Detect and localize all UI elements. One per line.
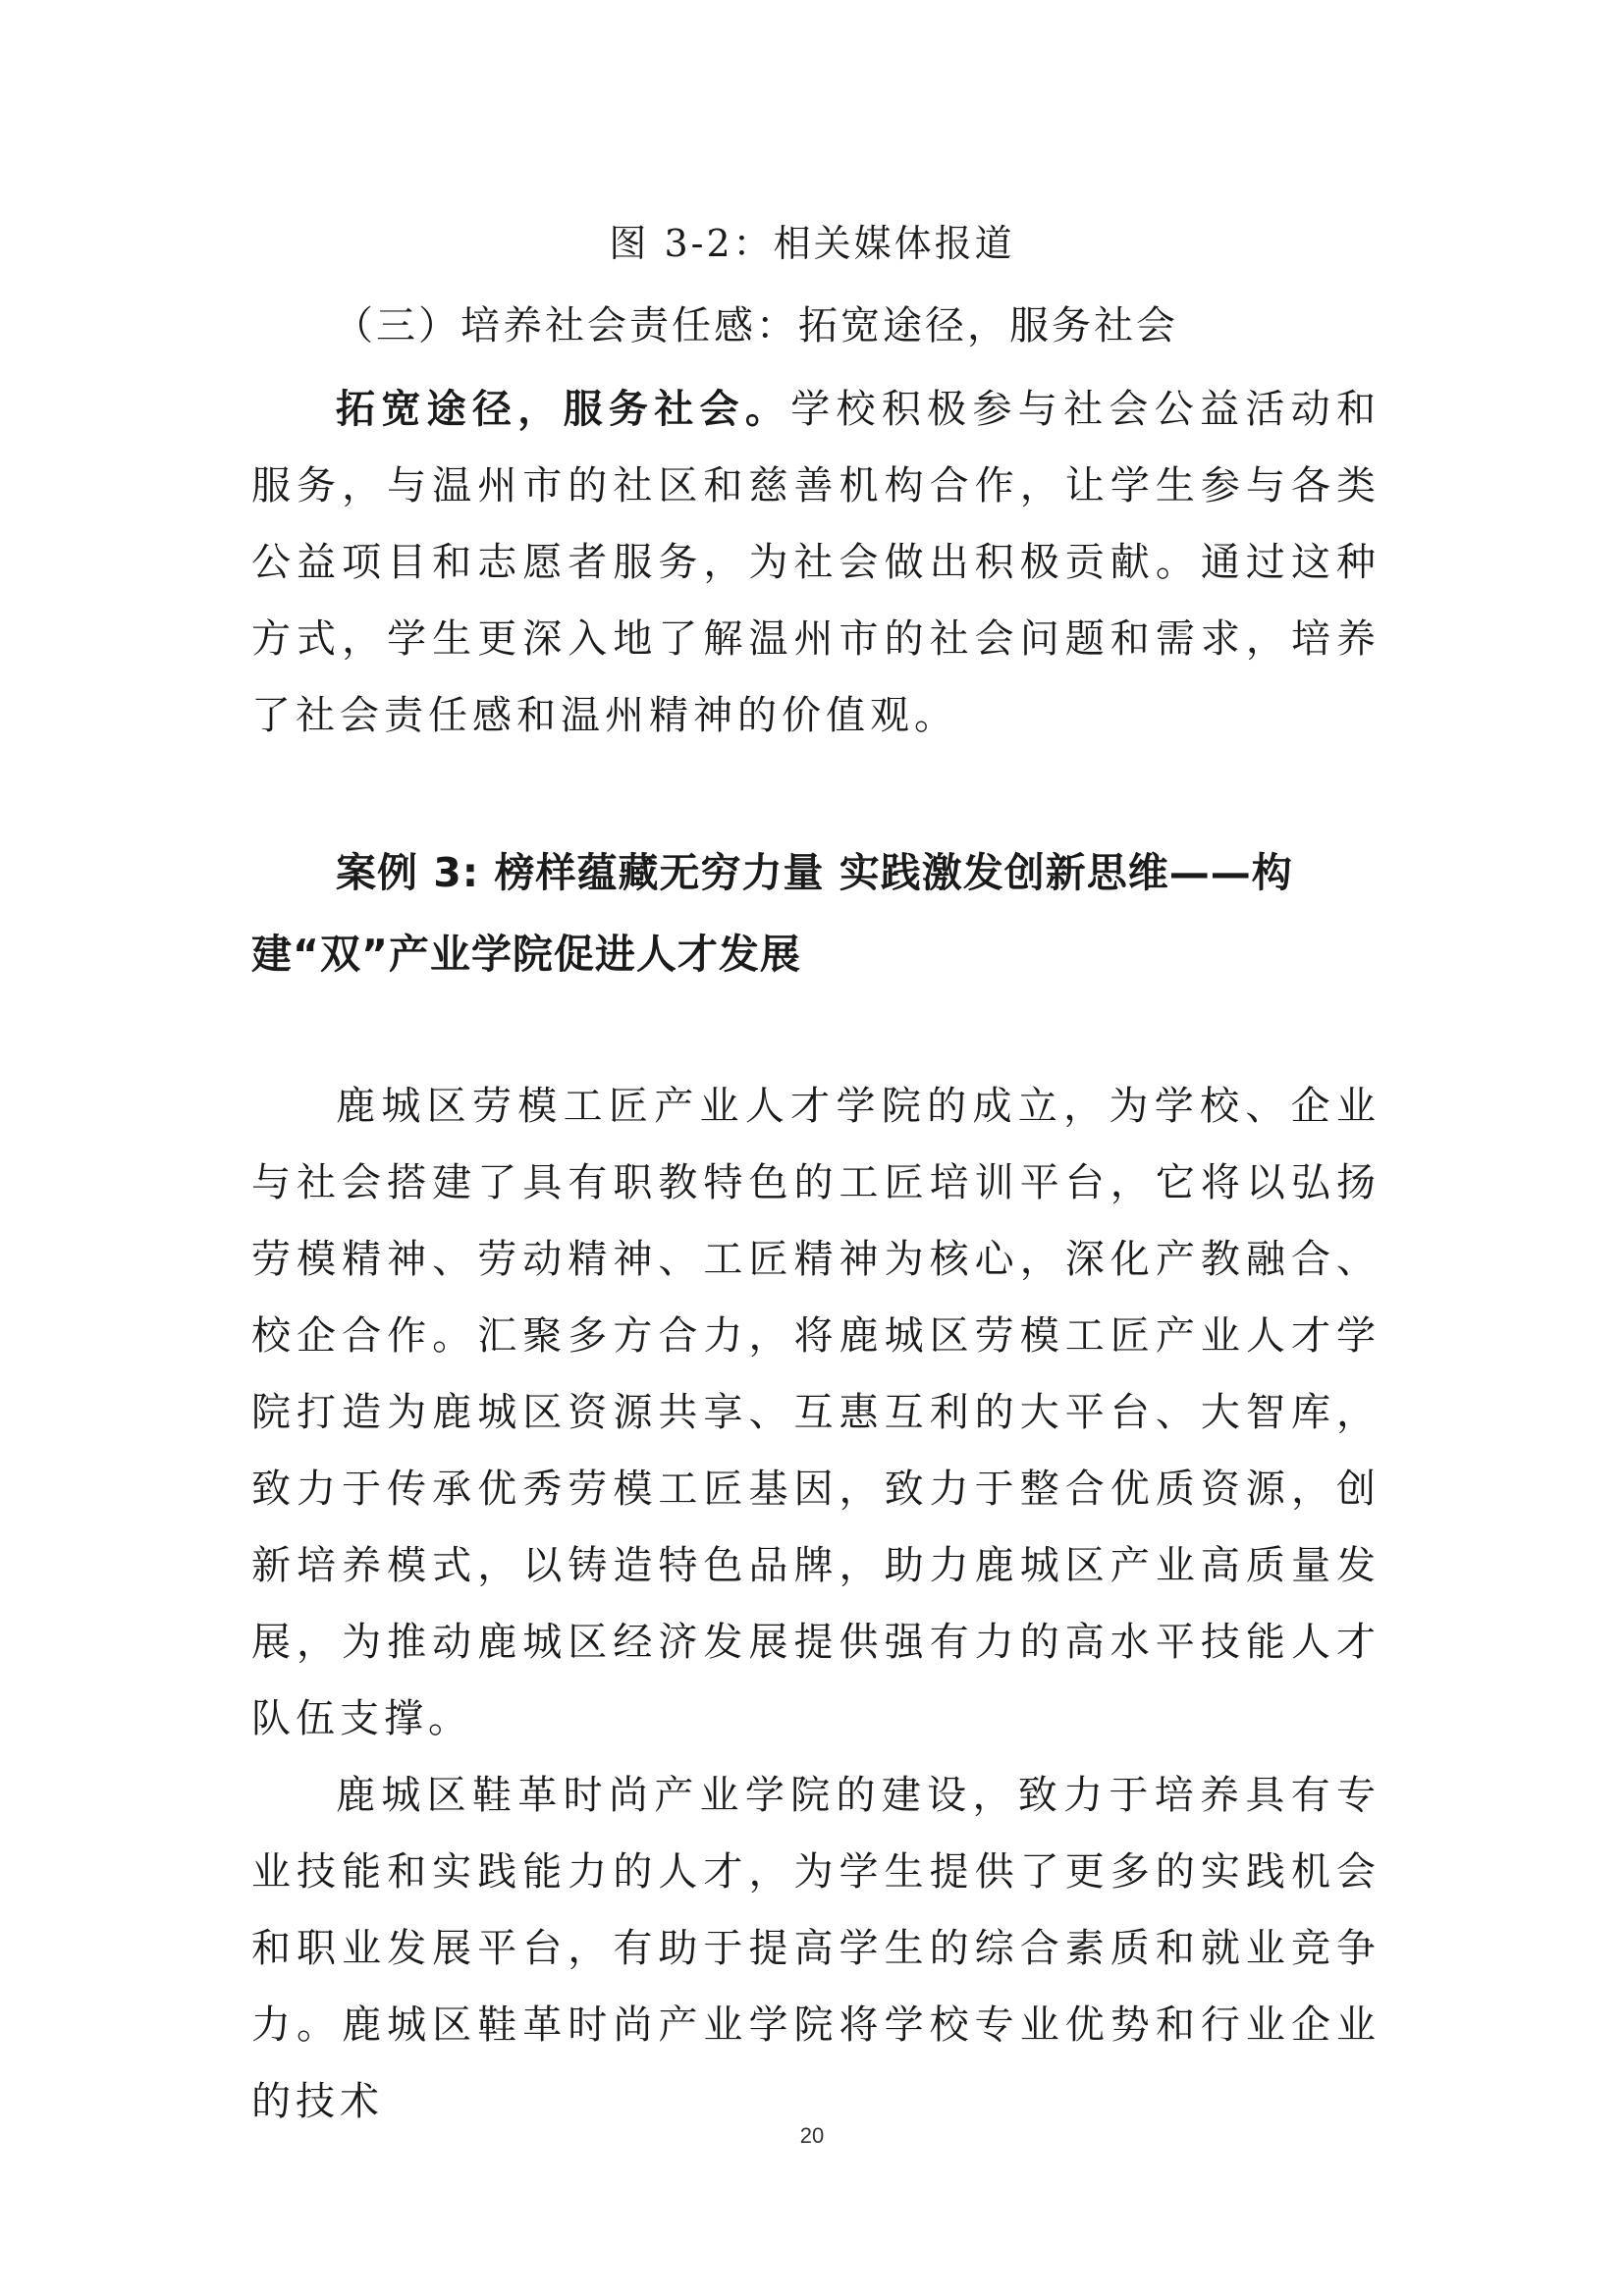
case-paragraph-2: 鹿城区鞋革时尚产业学院的建设，致力于培养具有专业技能和实践能力的人才，为学生提供了更多的实践机会和职业发展平台，有助于提高学生的综合素质和就业竞争力。鹿城区鞋革时尚产业学院将学校专业优势和行业企业的技术 xyxy=(251,1773,1380,2124)
section-paragraph xyxy=(251,371,1380,754)
case-paragraph-1: 鹿城区劳模工匠产业人才学院的成立，为学校、企业与社会搭建了具有职教特色的工匠培训平台，它将以弘扬劳模精神、劳动精神、工匠精神为核心，深化产教融合、校企合作。汇聚多方合力，将鹿城区劳模工匠产业人才学院打造为鹿城区资源共享、互惠互利的大平台、大智库，致力于传承优秀劳模工匠基因，致力于整合优质资源，创新培养模式，以铸造特色品牌，助力鹿城区产业高质量发展，为推动鹿城区经济发展提供强有力的高水平技能人才队伍支撑。 xyxy=(251,1084,1380,1741)
case-title: 案例 3: 榜样蕴藏无穷力量 实践激发创新思维——构建“双”产业学院促进人才发展 xyxy=(251,849,1293,978)
page-number: 20 xyxy=(799,2123,825,2148)
section-lead-bold: 拓宽途径，服务社会。 xyxy=(336,387,791,432)
section-heading: （三）培养社会责任感：拓宽途径，服务社会 xyxy=(334,303,1178,348)
section-paragraph-text: 学校积极参与社会公益活动和服务，与温州市的社区和慈善机构合作，让学生参与各类公益项目和志愿者服务，为社会做出积极贡献。通过这种方式，学生更深入地了解温州市的社会问题和需求，培养了社会责任感和温州精神的价值观。 xyxy=(251,387,1381,738)
figure-caption: 图 3-2：相关媒体报道 xyxy=(609,222,1015,265)
